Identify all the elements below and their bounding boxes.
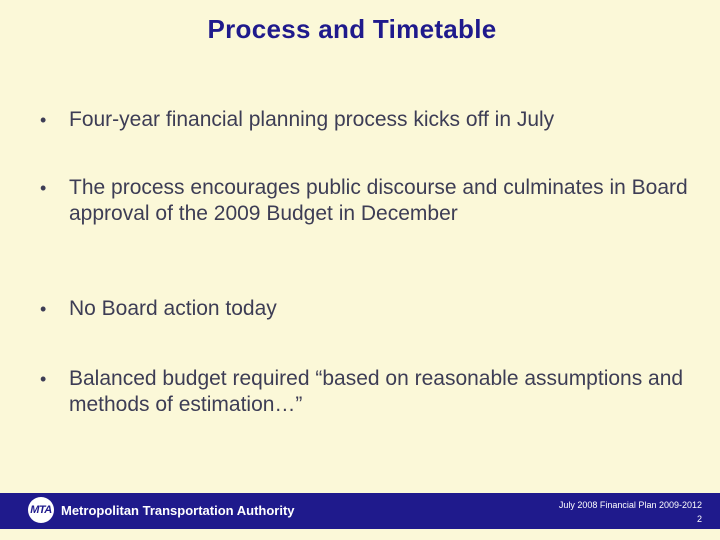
bullet-icon: • (40, 178, 47, 198)
bullet-icon: • (40, 369, 47, 389)
bullet-text: No Board action today (69, 297, 277, 320)
bullet-item (40, 107, 700, 133)
page-number: 2 (696, 514, 702, 524)
bullet-text: The process encourages public discourse and culminates in Board approval of the 2009 Budget in December (69, 176, 688, 225)
footer-bar (0, 493, 720, 529)
bullet-item (40, 296, 700, 322)
bullet-item (40, 366, 700, 418)
slide-title: Process and Timetable (207, 14, 497, 44)
bullet-icon: • (40, 110, 47, 130)
bullet-icon: • (40, 299, 47, 319)
bullet-item (40, 175, 700, 227)
plan-label: July 2008 Financial Plan 2009-2012 (558, 500, 702, 510)
organization-name: Metropolitan Transportation Authority (61, 503, 295, 518)
bullet-text: Four-year financial planning process kicks off in July (69, 108, 555, 131)
bullet-text: Balanced budget required “based on reasonable assumptions and methods of estimation…” (69, 367, 684, 416)
mta-logo-icon: MTA (28, 497, 54, 523)
